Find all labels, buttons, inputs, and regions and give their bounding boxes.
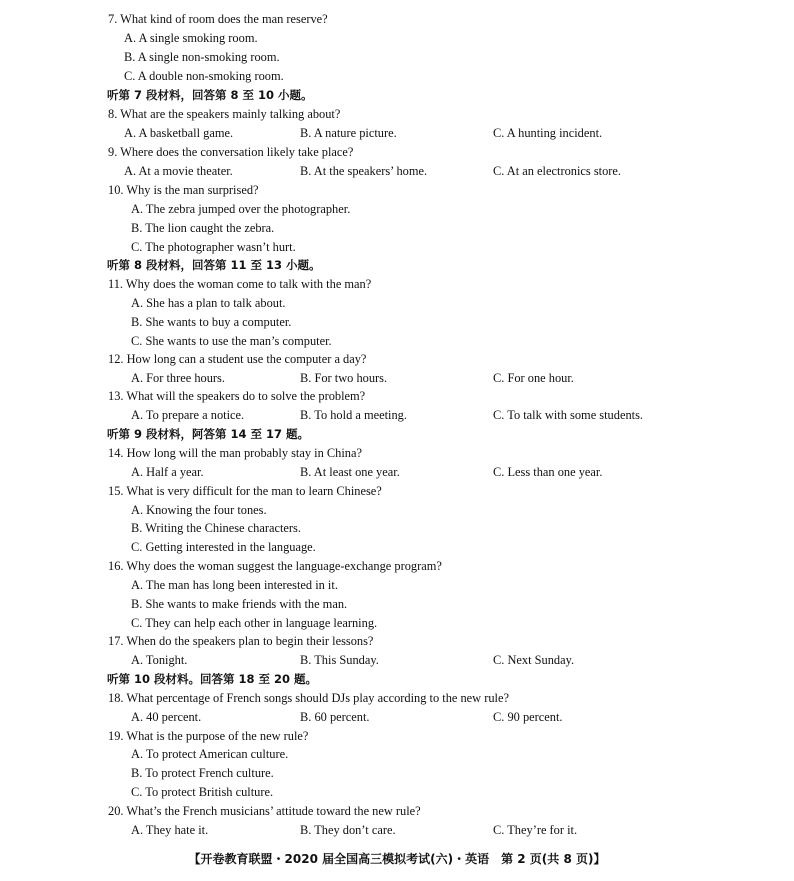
option-b: B. To protect French culture. [131, 766, 274, 780]
option-a: A. The zebra jumped over the photographer. [131, 202, 351, 216]
question-11 [108, 275, 371, 293]
question-number: 14. [108, 446, 124, 460]
question-number: 12. [108, 352, 124, 366]
question-number: 19. [108, 729, 124, 743]
question-13 [108, 387, 365, 405]
question-text: What is very difficult for the man to learn Chinese? [126, 484, 382, 498]
question-14 [108, 444, 362, 462]
option-b: B. 60 percent. [300, 710, 370, 724]
option-a: A. For three hours. [131, 371, 225, 385]
option-a: A. Knowing the four tones. [131, 503, 267, 517]
question-number: 20. [108, 804, 124, 818]
option-a: A. A single smoking room. [124, 31, 258, 45]
option-c: C. A double non-smoking room. [124, 69, 284, 83]
option-b: B. The lion caught the zebra. [131, 221, 275, 235]
option-a: A. A basketball game. [124, 126, 234, 140]
option-c: C. At an electronics store. [493, 164, 622, 178]
option-b: B. At least one year. [300, 465, 400, 479]
option-c: C. Less than one year. [493, 465, 603, 479]
page-footer: 【开卷教育联盟・2020 届全国高三模拟考试(六)・英语 第 2 页(共 8 页)】 [188, 852, 606, 866]
option-b: B. For two hours. [300, 371, 388, 385]
option-a: A. 40 percent. [131, 710, 202, 724]
question-text: Where does the conversation likely take place? [120, 145, 354, 159]
question-text: How long will the man probably stay in China? [126, 446, 362, 460]
question-20 [108, 802, 421, 820]
question-7 [108, 10, 328, 28]
question-16 [108, 557, 442, 575]
question-number: 8. [108, 107, 118, 121]
option-b: B. A single non-smoking room. [124, 50, 280, 64]
section-instruction: 听第 9 段材料，阿答第 14 至 17 题。 [107, 427, 310, 441]
question-number: 16. [108, 559, 124, 573]
question-number: 11. [108, 277, 124, 291]
option-c: C. Next Sunday. [493, 653, 575, 667]
question-text: What kind of room does the man reserve? [120, 12, 328, 26]
question-text: How long can a student use the computer a day? [126, 352, 367, 366]
question-text: What will the speakers do to solve the problem? [126, 389, 366, 403]
question-text: What percentage of French songs should DJs play according to the new rule? [126, 691, 509, 705]
option-c: C. The photographer wasn’t hurt. [131, 240, 296, 254]
option-a: A. Half a year. [131, 465, 204, 479]
section-instruction: 听第 8 段材料，回答第 11 至 13 小题。 [107, 258, 321, 272]
option-a: A. They hate it. [131, 823, 209, 837]
option-c: C. She wants to use the man’s computer. [131, 334, 332, 348]
question-19 [108, 727, 308, 745]
question-text: When do the speakers plan to begin their lessons? [126, 634, 374, 648]
question-number: 10. [108, 183, 124, 197]
option-c: C. 90 percent. [493, 710, 563, 724]
option-a: A. To prepare a notice. [131, 408, 245, 422]
option-c: C. To talk with some students. [493, 408, 643, 422]
question-text: Why is the man surprised? [126, 183, 259, 197]
option-a: A. To protect American culture. [131, 747, 289, 761]
question-text: What are the speakers mainly talking about? [120, 107, 341, 121]
option-c: C. A hunting incident. [493, 126, 603, 140]
question-number: 13. [108, 389, 124, 403]
question-text: What is the purpose of the new rule? [126, 729, 309, 743]
question-number: 7. [108, 12, 118, 26]
option-b: B. Writing the Chinese characters. [131, 521, 301, 535]
option-c: C. For one hour. [493, 371, 574, 385]
question-number: 17. [108, 634, 124, 648]
question-12 [108, 350, 366, 368]
option-b: B. They don’t care. [300, 823, 396, 837]
question-9 [108, 143, 353, 161]
question-18 [108, 689, 509, 707]
option-c: C. They’re for it. [493, 823, 578, 837]
question-text: Why does the woman come to talk with the man? [125, 277, 372, 291]
question-text: What’s the French musicians’ attitude toward the new rule? [126, 804, 421, 818]
question-text: Why does the woman suggest the language-exchange program? [126, 559, 442, 573]
option-a: A. Tonight. [131, 653, 188, 667]
option-a: A. At a movie theater. [124, 164, 233, 178]
question-10 [108, 181, 259, 199]
option-c: C. Getting interested in the language. [131, 540, 316, 554]
section-instruction: 听第 10 段材料。回答第 18 至 20 题。 [107, 672, 318, 686]
question-15 [108, 482, 382, 500]
option-b: B. She wants to make friends with the man. [131, 597, 348, 611]
option-b: B. A nature picture. [300, 126, 397, 140]
option-c: C. To protect British culture. [131, 785, 274, 799]
section-instruction: 听第 7 段材料，回答第 8 至 10 小题。 [107, 88, 313, 102]
option-b: B. This Sunday. [300, 653, 379, 667]
question-number: 15. [108, 484, 124, 498]
option-b: B. At the speakers’ home. [300, 164, 428, 178]
question-number: 9. [108, 145, 118, 159]
option-b: B. She wants to buy a computer. [131, 315, 292, 329]
question-number: 18. [108, 691, 124, 705]
option-b: B. To hold a meeting. [300, 408, 407, 422]
option-a: A. She has a plan to talk about. [131, 296, 286, 310]
option-c: C. They can help each other in language learning. [131, 616, 378, 630]
question-8 [108, 105, 340, 123]
option-a: A. The man has long been interested in it. [131, 578, 338, 592]
question-17 [108, 632, 373, 650]
